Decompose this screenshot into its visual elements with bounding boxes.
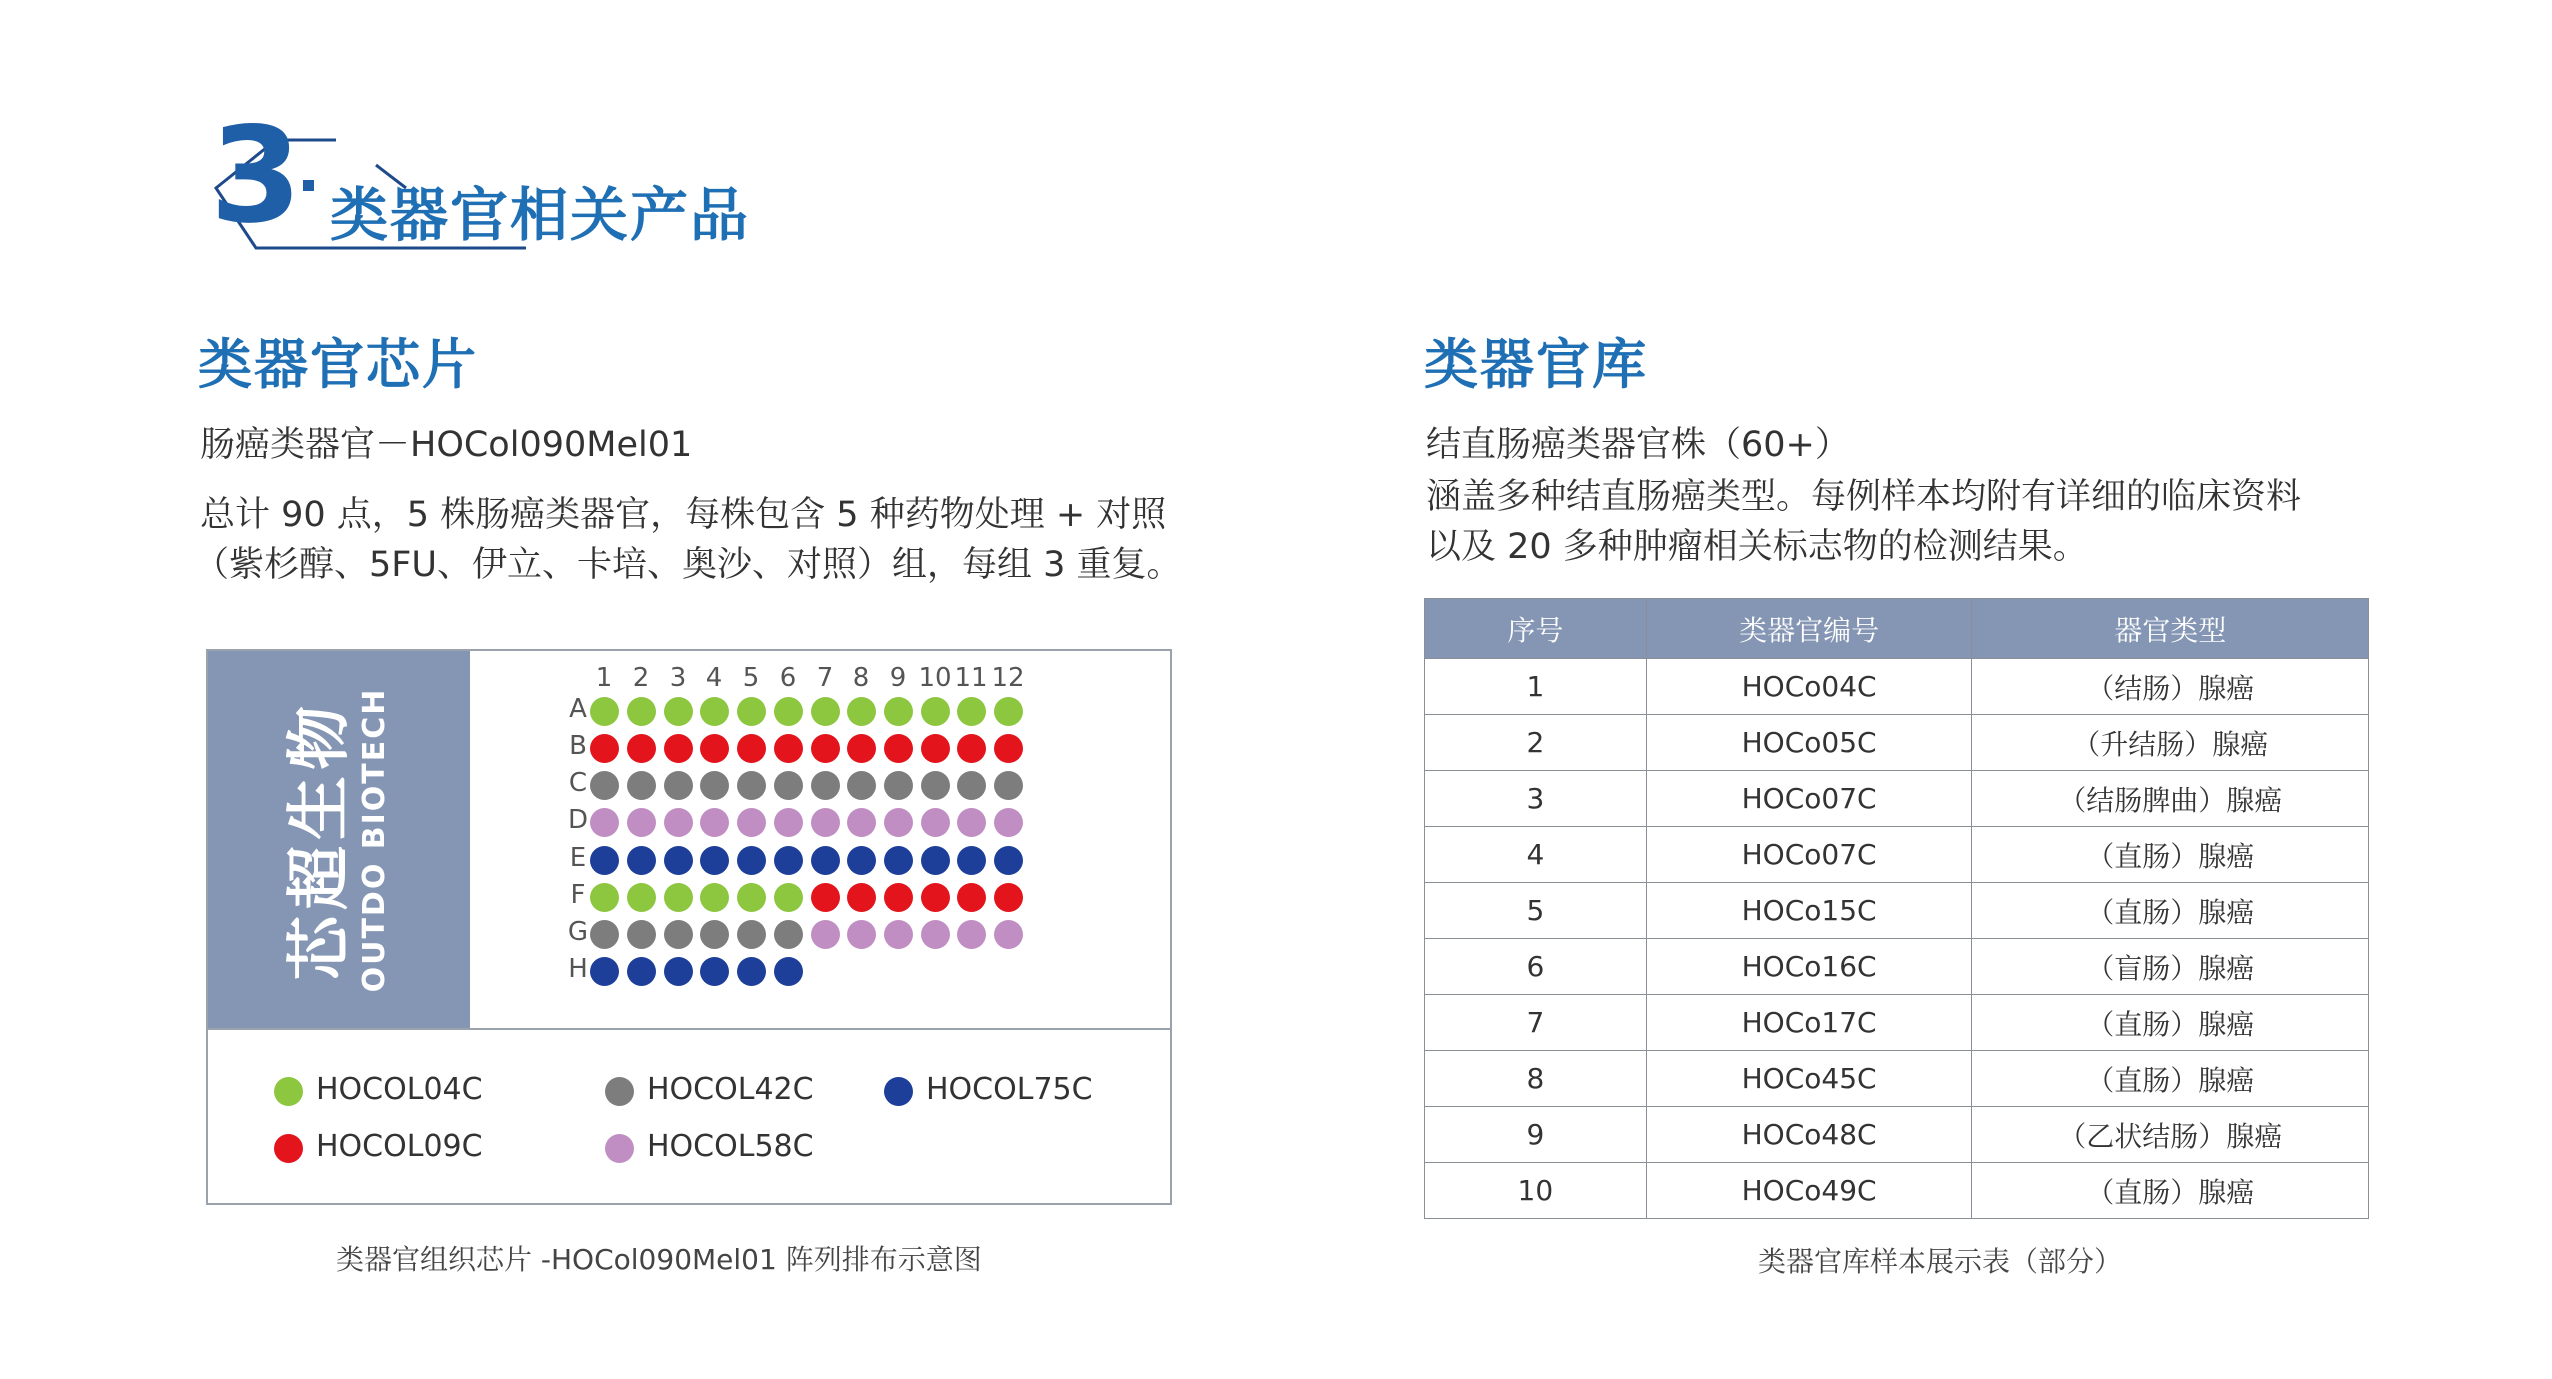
logo-english-name: OUTDO BIOTECH [357, 687, 392, 993]
well-dot [921, 846, 950, 875]
well-dot [737, 734, 766, 763]
cell-index: 4 [1425, 827, 1647, 883]
cell-index: 8 [1425, 1051, 1647, 1107]
legend-swatch [274, 1134, 303, 1163]
well-dot [774, 734, 803, 763]
well-dot [811, 808, 840, 837]
well-dot [664, 734, 693, 763]
well-dot [737, 920, 766, 949]
well-dot [884, 808, 913, 837]
column-label: 5 [742, 663, 760, 693]
well-dot [590, 957, 619, 986]
well-dot [811, 846, 840, 875]
row-label: A [569, 694, 587, 724]
well-dot [590, 697, 619, 726]
well-dot [737, 808, 766, 837]
organoid-library-table [1424, 598, 2369, 1219]
well-dot [774, 883, 803, 912]
well-dot [811, 771, 840, 800]
legend-label: HOCOL09C [316, 1129, 483, 1164]
well-dot [957, 883, 986, 912]
well-dot [627, 734, 656, 763]
legend-label: HOCOL04C [316, 1072, 483, 1107]
well-dot [884, 734, 913, 763]
company-logo [208, 651, 470, 1029]
legend-label: HOCOL42C [647, 1072, 814, 1107]
well-dot [921, 808, 950, 837]
row-label: E [569, 843, 587, 873]
library-caption: 类器官库样本展示表（部分） [1758, 1245, 2123, 1278]
well-dot [957, 771, 986, 800]
table-row [1425, 1107, 2369, 1163]
cell-organoid-id: HOCo16C [1646, 939, 1972, 995]
well-dot [847, 846, 876, 875]
well-dot [590, 771, 619, 800]
well-dot [957, 846, 986, 875]
section-number-dot [303, 180, 314, 191]
table-row [1425, 1163, 2369, 1219]
cell-index: 2 [1425, 715, 1647, 771]
column-label: 10 [918, 663, 952, 693]
table-header-row [1425, 599, 2369, 659]
cell-index: 7 [1425, 995, 1647, 1051]
library-subtitle: 结直肠癌类器官株（60+） [1426, 425, 1850, 465]
well-dot [884, 697, 913, 726]
legend-swatch [884, 1077, 913, 1106]
well-dot [590, 808, 619, 837]
cell-organoid-id: HOCo45C [1646, 1051, 1972, 1107]
chip-caption: 类器官组织芯片 -HOCol090Mel01 阵列排布示意图 [336, 1243, 982, 1276]
well-dot [921, 920, 950, 949]
well-dot [774, 808, 803, 837]
logo-chinese-name: 芯超生物 [283, 700, 357, 981]
well-dot [737, 957, 766, 986]
well-dot [994, 920, 1023, 949]
well-dot [811, 734, 840, 763]
cell-index: 1 [1425, 659, 1647, 715]
well-dot [774, 697, 803, 726]
well-dot [737, 846, 766, 875]
library-description-line-2: 以及 20 多种肿瘤相关标志物的检测结果。 [1426, 527, 2088, 567]
well-dot [737, 771, 766, 800]
cell-organ-type: （升结肠）腺癌 [1972, 715, 2369, 771]
well-dot [590, 846, 619, 875]
chip-heading: 类器官芯片 [198, 333, 478, 396]
well-dot [774, 846, 803, 875]
cell-index: 10 [1425, 1163, 1647, 1219]
well-dot [957, 920, 986, 949]
row-label: G [567, 917, 589, 947]
well-dot [700, 957, 729, 986]
well-dot [700, 920, 729, 949]
well-dot [627, 846, 656, 875]
well-dot [847, 920, 876, 949]
well-dot [811, 697, 840, 726]
cell-organ-type: （直肠）腺癌 [1972, 995, 2369, 1051]
well-dot [994, 771, 1023, 800]
well-dot [847, 734, 876, 763]
cell-organ-type: （直肠）腺癌 [1972, 1163, 2369, 1219]
row-label: C [568, 768, 588, 798]
legend-label: HOCOL75C [926, 1072, 1093, 1107]
table-row [1425, 771, 2369, 827]
well-dot [774, 771, 803, 800]
table-row [1425, 659, 2369, 715]
column-label: 3 [669, 663, 687, 693]
well-dot [994, 697, 1023, 726]
well-dot [847, 883, 876, 912]
section-title: 类器官相关产品 [330, 181, 751, 249]
well-dot [664, 883, 693, 912]
well-dot [590, 920, 619, 949]
well-dot [664, 771, 693, 800]
well-dot [627, 883, 656, 912]
table-header-organoid-id: 类器官编号 [1646, 599, 1972, 659]
well-dot [627, 957, 656, 986]
well-dot [700, 883, 729, 912]
cell-index: 6 [1425, 939, 1647, 995]
well-dot [847, 771, 876, 800]
well-dot [664, 846, 693, 875]
well-dot [811, 883, 840, 912]
cell-organ-type: （结肠脾曲）腺癌 [1972, 771, 2369, 827]
well-dot [590, 734, 619, 763]
well-dot [994, 808, 1023, 837]
table-header-index: 序号 [1425, 599, 1647, 659]
well-dot [847, 808, 876, 837]
cell-index: 5 [1425, 883, 1647, 939]
well-dot [627, 771, 656, 800]
well-dot [957, 697, 986, 726]
well-dot [664, 920, 693, 949]
table-row [1425, 1051, 2369, 1107]
column-label: 6 [779, 663, 797, 693]
well-dot [921, 883, 950, 912]
cell-organ-type: （乙状结肠）腺癌 [1972, 1107, 2369, 1163]
table-row [1425, 827, 2369, 883]
table-row [1425, 883, 2369, 939]
table-row [1425, 939, 2369, 995]
well-dot [884, 846, 913, 875]
column-label: 7 [816, 663, 834, 693]
cell-index: 9 [1425, 1107, 1647, 1163]
well-dot [994, 734, 1023, 763]
well-dot [994, 846, 1023, 875]
legend-swatch [605, 1134, 634, 1163]
legend-label: HOCOL58C [647, 1129, 814, 1164]
well-dot [737, 883, 766, 912]
cell-organoid-id: HOCo48C [1646, 1107, 1972, 1163]
column-label: 12 [991, 663, 1025, 693]
column-label: 9 [889, 663, 907, 693]
well-dot [847, 697, 876, 726]
well-dot [664, 697, 693, 726]
well-dot [884, 883, 913, 912]
cell-organoid-id: HOCo05C [1646, 715, 1972, 771]
cell-organ-type: （直肠）腺癌 [1972, 827, 2369, 883]
well-dot [774, 957, 803, 986]
chip-product-line: 肠癌类器官－HOCol090Mel01 [200, 425, 693, 465]
well-dot [811, 920, 840, 949]
well-dot [884, 920, 913, 949]
row-label: B [569, 731, 587, 761]
well-dot [921, 771, 950, 800]
legend-swatch [605, 1077, 634, 1106]
well-dot [590, 883, 619, 912]
well-dot [700, 771, 729, 800]
row-label: H [568, 954, 588, 984]
chip-description-line-1: 总计 90 点，5 株肠癌类器官，每株包含 5 种药物处理 + 对照 [200, 495, 1167, 535]
cell-organ-type: （直肠）腺癌 [1972, 1051, 2369, 1107]
well-dot [921, 734, 950, 763]
row-label: F [570, 880, 586, 910]
library-heading: 类器官库 [1424, 333, 1648, 396]
section-number: 3 [210, 99, 302, 253]
cell-organ-type: （直肠）腺癌 [1972, 883, 2369, 939]
column-label: 2 [632, 663, 650, 693]
well-dot [664, 808, 693, 837]
well-dot [700, 808, 729, 837]
legend-swatch [274, 1077, 303, 1106]
chip-divider [208, 1028, 1170, 1030]
column-label: 11 [954, 663, 988, 693]
table-row [1425, 995, 2369, 1051]
well-dot [921, 697, 950, 726]
cell-organoid-id: HOCo07C [1646, 827, 1972, 883]
well-dot [700, 846, 729, 875]
table-row [1425, 715, 2369, 771]
cell-organoid-id: HOCo04C [1646, 659, 1972, 715]
cell-index: 3 [1425, 771, 1647, 827]
well-dot [627, 808, 656, 837]
well-dot [957, 808, 986, 837]
chip-description-line-2: （紫杉醇、5FU、伊立、卡培、奥沙、对照）组，每组 3 重复。 [194, 545, 1182, 585]
well-dot [664, 957, 693, 986]
cell-organoid-id: HOCo17C [1646, 995, 1972, 1051]
cell-organ-type: （结肠）腺癌 [1972, 659, 2369, 715]
column-label: 1 [595, 663, 613, 693]
cell-organoid-id: HOCo49C [1646, 1163, 1972, 1219]
well-dot [884, 771, 913, 800]
well-dot [994, 883, 1023, 912]
cell-organoid-id: HOCo07C [1646, 771, 1972, 827]
well-dot [737, 697, 766, 726]
well-dot [627, 920, 656, 949]
well-dot [627, 697, 656, 726]
well-dot [700, 734, 729, 763]
cell-organoid-id: HOCo15C [1646, 883, 1972, 939]
well-dot [957, 734, 986, 763]
well-dot [774, 920, 803, 949]
cell-organ-type: （盲肠）腺癌 [1972, 939, 2369, 995]
row-label: D [567, 805, 589, 835]
column-label: 4 [705, 663, 723, 693]
library-description-line-1: 涵盖多种结直肠癌类型。每例样本均附有详细的临床资料 [1426, 477, 2302, 517]
table-header-organ-type: 器官类型 [1972, 599, 2369, 659]
well-dot [700, 697, 729, 726]
column-label: 8 [852, 663, 870, 693]
